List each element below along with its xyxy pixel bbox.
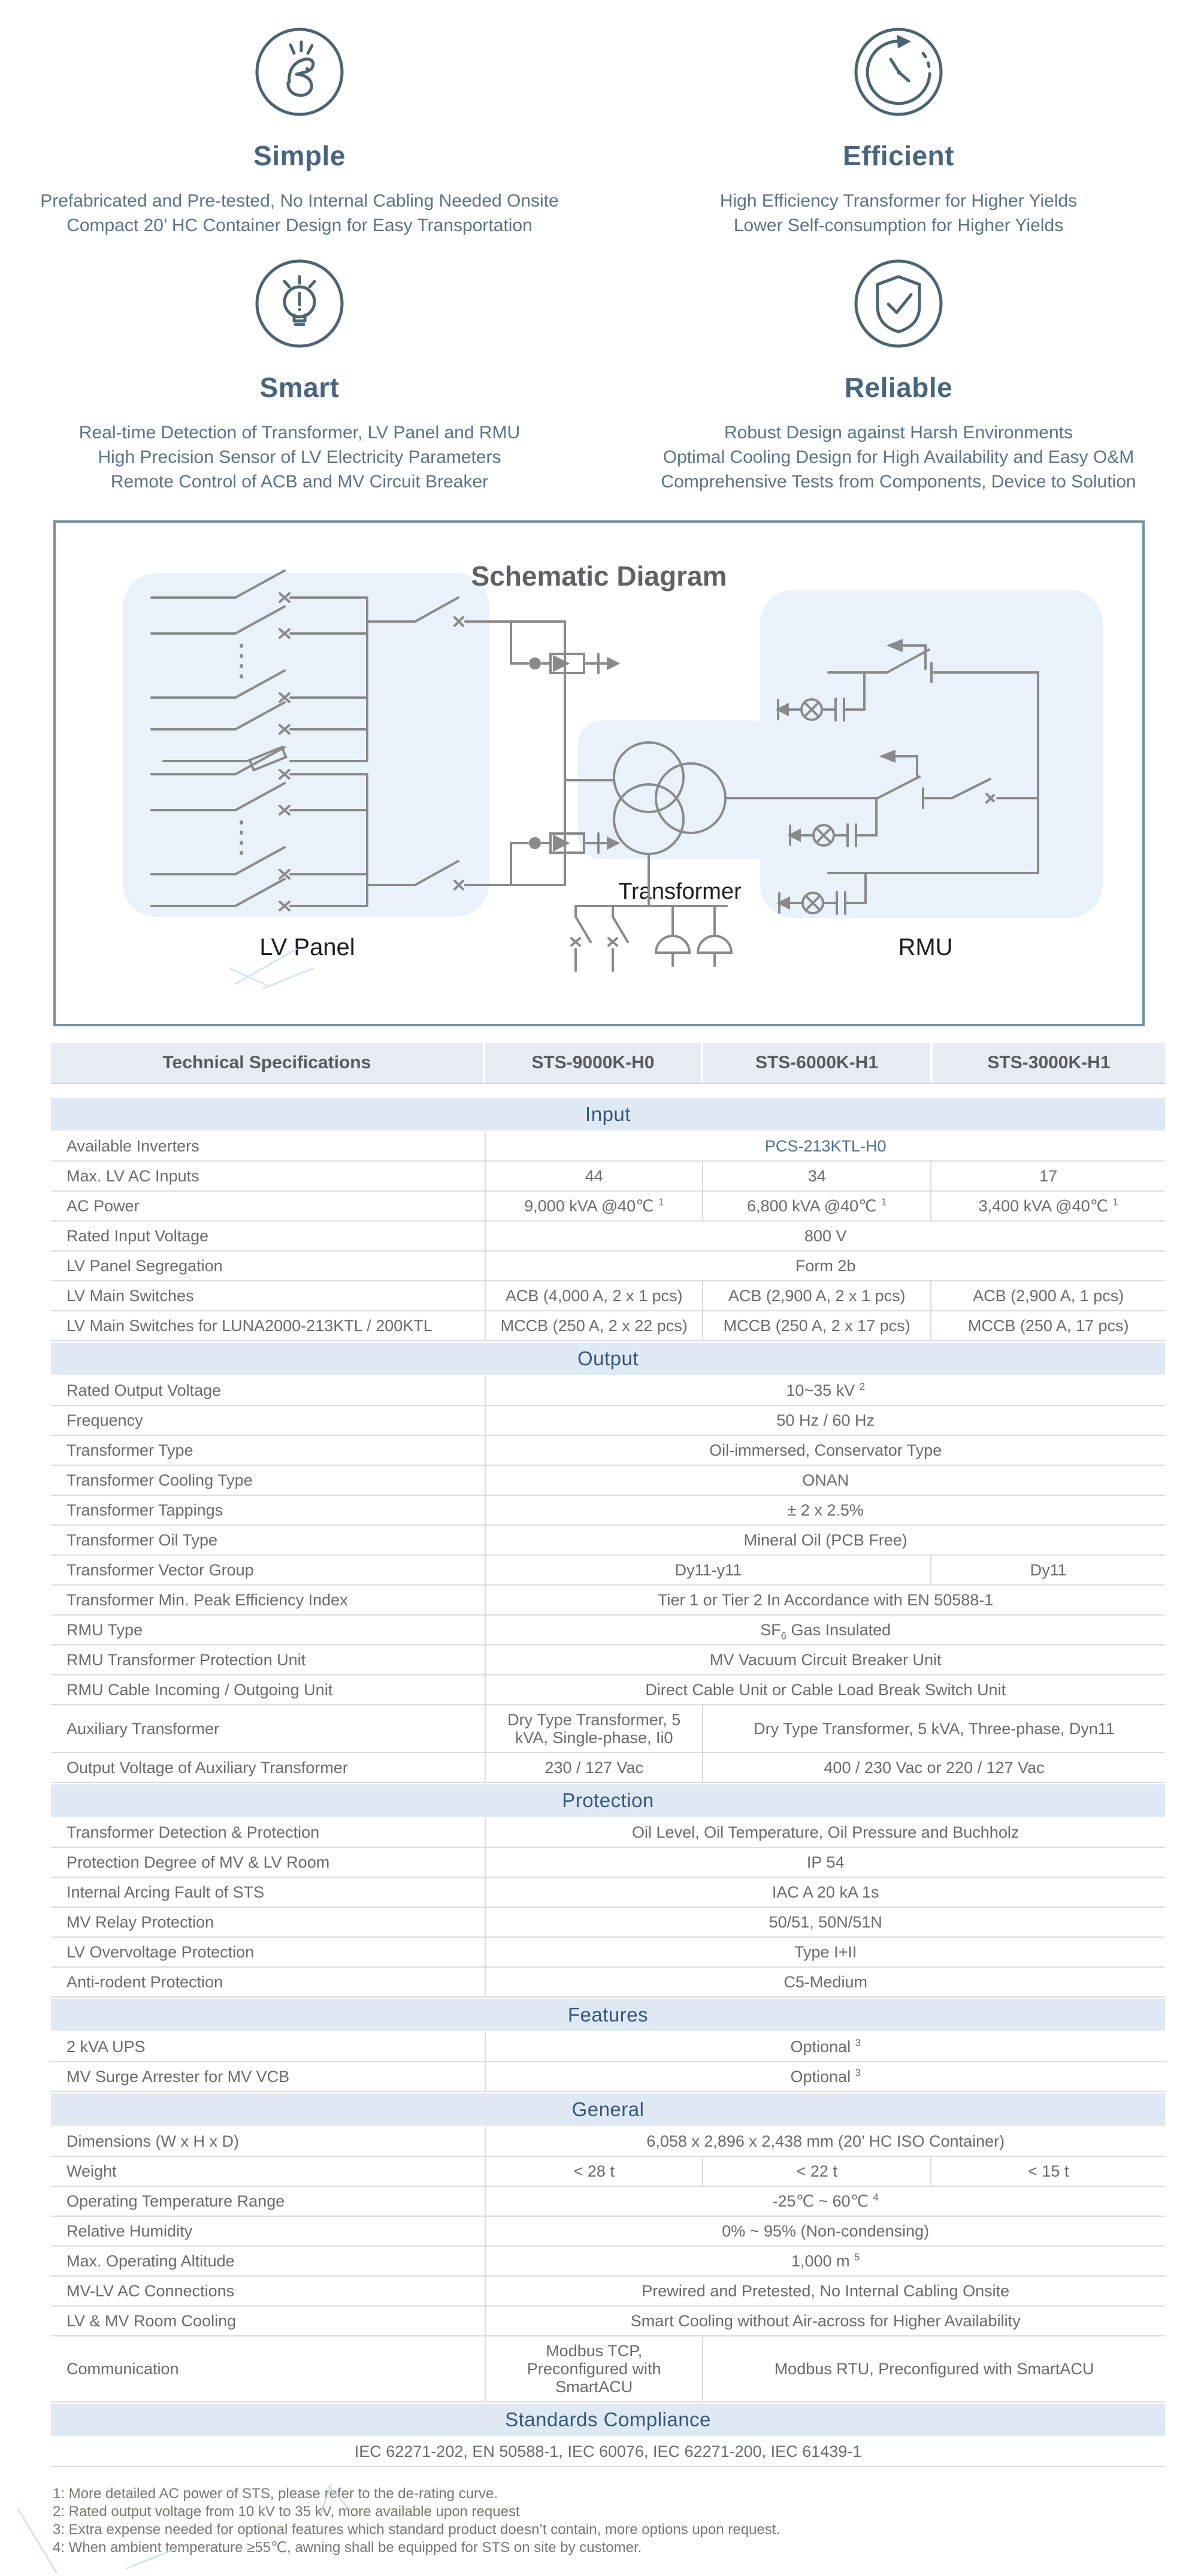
spec-value: 230 / 127 Vac (485, 1753, 703, 1783)
spec-label: Dimensions (W x H x D) (51, 2127, 485, 2156)
spec-value: Modbus TCP, Preconfigured with SmartACU (485, 2336, 703, 2402)
feature-smart (0, 254, 599, 520)
footnotes (51, 2485, 1165, 2557)
spec-row (51, 2306, 1165, 2336)
spec-header-model-sts-3000k-h1: STS-3000K-H1 (930, 1043, 1165, 1083)
spec-value: IP 54 (485, 1847, 1165, 1877)
spec-row (51, 1615, 1165, 1645)
feature-efficient (599, 0, 1198, 254)
spec-value: MV Vacuum Circuit Breaker Unit (485, 1645, 1165, 1675)
rmu-zone (760, 590, 1103, 918)
spec-row (51, 2437, 1165, 2466)
spec-row (51, 1967, 1165, 1997)
spec-table-sections (51, 1098, 1165, 2467)
spec-row (51, 1645, 1165, 1675)
spec-label: Transformer Oil Type (51, 1525, 485, 1555)
spec-row (51, 1585, 1165, 1615)
spec-label: LV Main Switches for LUNA2000-213KTL / 200KTL (51, 1311, 485, 1341)
spec-label: Transformer Type (51, 1435, 485, 1465)
spec-label: LV & MV Room Cooling (51, 2306, 485, 2336)
feature-reliable (599, 254, 1198, 520)
spec-label: Transformer Tappings (51, 1495, 485, 1525)
spec-row (51, 1847, 1165, 1877)
spec-label: MV Relay Protection (51, 1907, 485, 1937)
spec-value: 1,000 m $^5$ (485, 2246, 1165, 2276)
feature-description-line: Lower Self-consumption for Higher Yields (733, 216, 1064, 235)
feature-description (0, 189, 599, 238)
spec-value: 400 / 230 Vac or 220 / 127 Vac (703, 1753, 1165, 1783)
spec-row (51, 2336, 1165, 2402)
spec-value: 10~35 kV $^2$ (485, 1376, 1165, 1405)
spec-row (51, 2062, 1165, 2092)
spec-value: Tier 1 or Tier 2 In Accordance with EN 50588-1 (485, 1585, 1165, 1615)
feature-simple (0, 0, 599, 254)
spec-label: LV Main Switches (51, 1281, 485, 1311)
spec-value: 0% ~ 95% (Non-condensing) (485, 2216, 1165, 2246)
section-table-input (51, 1132, 1165, 1341)
spec-label: MV-LV AC Connections (51, 2276, 485, 2306)
smart-bulb-icon (255, 259, 344, 348)
section-table-features (51, 2032, 1165, 2092)
spec-label: Operating Temperature Range (51, 2186, 485, 2216)
spec-label: RMU Transformer Protection Unit (51, 1645, 485, 1675)
feature-description-line: Prefabricated and Pre-tested, No Internal Cabling Needed Onsite (40, 191, 559, 211)
spec-row (51, 1877, 1165, 1907)
spec-row (51, 1675, 1165, 1705)
spec-row (51, 1818, 1165, 1847)
spec-label: AC Power (51, 1191, 485, 1221)
feature-description-line: High Efficiency Transformer for Higher Yields (719, 191, 1078, 211)
spec-row (51, 1937, 1165, 1967)
feature-description-line: Remote Control of ACB and MV Circuit Breaker (110, 472, 489, 492)
feature-description-line: Compact 20’ HC Container Design for Easy Transportation (66, 216, 533, 235)
efficiency-clock-icon (854, 27, 943, 117)
spec-value: Prewired and Pretested, No Internal Cabling Onsite (485, 2276, 1165, 2306)
spec-label: MV Surge Arrester for MV VCB (51, 2062, 485, 2092)
spec-row (51, 1281, 1165, 1311)
spec-value: MCCB (250 A, 17 pcs) (931, 1311, 1165, 1341)
spec-value: -25℃ ~ 60℃ $^4$ (485, 2186, 1165, 2216)
spec-value: Smart Cooling without Air-across for Higher Availability (485, 2306, 1165, 2336)
section-bar-standards-compliance: Standards Compliance (51, 2404, 1165, 2436)
spec-label: Internal Arcing Fault of STS (51, 1877, 485, 1907)
aux-outgoing-feeders (571, 854, 731, 971)
spec-label: RMU Cable Incoming / Outgoing Unit (51, 1675, 485, 1705)
spec-value: 44 (485, 1161, 703, 1191)
spec-value: Optional $^3$ (485, 2062, 1165, 2092)
footnote: 1: More detailed AC power of STS, please refer to the de-rating curve. (53, 2486, 498, 2502)
section-bar-features: Features (51, 1999, 1165, 2031)
feature-title: Reliable (844, 372, 953, 403)
spec-label: Rated Output Voltage (51, 1376, 485, 1405)
spec-value: Dry Type Transformer, 5 kVA, Three-phase, Dyn11 (703, 1705, 1165, 1753)
footnote: 3: Extra expense needed for optional features which standard product doesn’t contain, more options upon request. (53, 2522, 780, 2538)
spec-value: Dy11 (931, 1555, 1165, 1585)
spec-row (51, 1907, 1165, 1937)
spec-row (51, 1132, 1165, 1161)
spec-value: MCCB (250 A, 2 x 22 pcs) (485, 1311, 703, 1341)
spec-label: Transformer Detection & Protection (51, 1818, 485, 1847)
spec-row (51, 1465, 1165, 1495)
spec-row (51, 1525, 1165, 1555)
spec-row (51, 1311, 1165, 1341)
spec-value: < 22 t (703, 2156, 931, 2186)
spec-value: ± 2 x 2.5% (485, 1495, 1165, 1525)
footnote: 2: Rated output voltage from 10 kV to 35 kV, more available upon request (53, 2504, 520, 2520)
footnote: 4: When ambient temperature ≥55℃, awning shall be equipped for STS on site by customer. (53, 2539, 642, 2556)
feature-description-line: Robust Design against Harsh Environments (724, 423, 1073, 443)
spec-value: ACB (4,000 A, 2 x 1 pcs) (485, 1281, 703, 1311)
spec-value: 9,000 kVA @40℃ $^1$ (485, 1191, 703, 1221)
schematic-diagram-panel (53, 520, 1145, 1026)
spec-header-model-sts-6000k-h1: STS-6000K-H1 (701, 1043, 930, 1083)
spec-label: Available Inverters (51, 1132, 485, 1161)
spec-label: Transformer Min. Peak Efficiency Index (51, 1585, 485, 1615)
spec-value: Oil Level, Oil Temperature, Oil Pressure and Buchholz (485, 1818, 1165, 1847)
spec-value: ONAN (485, 1465, 1165, 1495)
feature-description-line: Optimal Cooling Design for High Availability and Easy O&M (662, 447, 1135, 467)
spec-label: RMU Type (51, 1615, 485, 1645)
spec-label: Communication (51, 2336, 485, 2402)
section-bar-general: General (51, 2093, 1165, 2126)
spec-value: C5-Medium (485, 1967, 1165, 1997)
spec-label: LV Panel Segregation (51, 1251, 485, 1281)
spec-value: Oil-immersed, Conservator Type (485, 1435, 1165, 1465)
spec-value: Dy11-y11 (485, 1555, 931, 1585)
feature-highlights (0, 0, 1198, 520)
spec-row (51, 1161, 1165, 1191)
spec-value: < 28 t (485, 2156, 703, 2186)
spec-value: ACB (2,900 A, 2 x 1 pcs) (703, 1281, 931, 1311)
spec-label: Protection Degree of MV & LV Room (51, 1847, 485, 1877)
spec-label: Relative Humidity (51, 2216, 485, 2246)
feature-description-line: High Precision Sensor of LV Electricity Parameters (98, 447, 501, 467)
spec-value: Optional $^3$ (485, 2032, 1165, 2062)
spec-row (51, 2276, 1165, 2306)
spec-row (51, 2032, 1165, 2062)
feature-description-line: Real-time Detection of Transformer, LV Panel and RMU (78, 423, 521, 443)
spec-header-model-sts-9000k-h0: STS-9000K-H0 (483, 1043, 701, 1083)
spec-row (51, 2186, 1165, 2216)
spec-row (51, 1555, 1165, 1585)
spec-header-title: Technical Specifications (51, 1043, 483, 1083)
spec-value: PCS-213KTL-H0 (485, 1132, 1165, 1161)
spec-value: 34 (703, 1161, 931, 1191)
schematic-title: Schematic Diagram (471, 560, 727, 592)
spec-label: 2 kVA UPS (51, 2032, 485, 2062)
spec-value: Type I+II (485, 1937, 1165, 1967)
spec-value: 6,058 x 2,896 x 2,438 mm (20’ HC ISO Container) (485, 2127, 1165, 2156)
feature-description (599, 420, 1198, 494)
spec-value: Direct Cable Unit or Cable Load Break Switch Unit (485, 1675, 1165, 1705)
feature-title: Simple (253, 140, 346, 171)
spec-label: Anti-rodent Protection (51, 1967, 485, 1997)
spec-row (51, 1705, 1165, 1753)
spec-value: ACB (2,900 A, 1 pcs) (931, 1281, 1165, 1311)
spec-label: Frequency (51, 1405, 485, 1435)
spec-label: Auxiliary Transformer (51, 1705, 485, 1753)
spec-row (51, 2246, 1165, 2276)
section-table-protection (51, 1818, 1165, 1998)
spec-row (51, 1753, 1165, 1783)
spec-value: < 15 t (931, 2156, 1165, 2186)
schematic-drawing (56, 523, 1142, 1024)
spec-value: Modbus RTU, Preconfigured with SmartACU (703, 2336, 1165, 2402)
section-bar-protection: Protection (51, 1784, 1165, 1817)
spec-row (51, 1376, 1165, 1405)
feature-description (599, 189, 1198, 238)
spec-row (51, 1251, 1165, 1281)
spec-value: 50 Hz / 60 Hz (485, 1405, 1165, 1435)
spec-row (51, 1405, 1165, 1435)
spec-row (51, 1221, 1165, 1251)
technical-specifications-table (51, 1043, 1165, 2557)
section-bar-input: Input (51, 1098, 1165, 1131)
spec-label: Max. Operating Altitude (51, 2246, 485, 2276)
snap-fingers-icon (255, 27, 344, 117)
spec-label: Weight (51, 2156, 485, 2186)
feature-title: Smart (259, 372, 340, 403)
spec-row (51, 2216, 1165, 2246)
spec-label: Transformer Vector Group (51, 1555, 485, 1585)
section-table-general (51, 2127, 1165, 2402)
spec-value: Form 2b (485, 1251, 1165, 1281)
lv-panel-zone (123, 573, 489, 917)
spec-label: Transformer Cooling Type (51, 1465, 485, 1495)
rmu-label: RMU (898, 934, 953, 960)
spec-value: Dry Type Transformer, 5 kVA, Single-phase, Ii0 (485, 1705, 703, 1753)
shield-check-icon (854, 259, 943, 348)
spec-row (51, 1435, 1165, 1465)
spec-value: $SF_6$ Gas Insulated (485, 1615, 1165, 1645)
spec-row (51, 2156, 1165, 2186)
spec-table-header (51, 1043, 1165, 1084)
section-table-output (51, 1376, 1165, 1783)
lv-panel-label: LV Panel (259, 934, 355, 960)
feature-description-line: Comprehensive Tests from Components, Device to Solution (661, 472, 1136, 492)
section-table-standards-compliance (51, 2437, 1165, 2467)
spec-value: 50/51, 50N/51N (485, 1907, 1165, 1937)
spec-row (51, 1191, 1165, 1221)
feature-title: Efficient (843, 140, 954, 171)
spec-label: Output Voltage of Auxiliary Transformer (51, 1753, 485, 1783)
spec-row (51, 1495, 1165, 1525)
spec-value: 800 V (485, 1221, 1165, 1251)
spec-value: 3,400 kVA @40℃ $^1$ (931, 1191, 1165, 1221)
spec-row (51, 2127, 1165, 2156)
spec-label: Rated Input Voltage (51, 1221, 485, 1251)
spec-value: 6,800 kVA @40℃ $^1$ (703, 1191, 931, 1221)
section-bar-output: Output (51, 1342, 1165, 1375)
spec-value: MCCB (250 A, 2 x 17 pcs) (703, 1311, 931, 1341)
spec-value: Mineral Oil (PCB Free) (485, 1525, 1165, 1555)
spec-value: IEC 62271-202, EN 50588-1, IEC 60076, IEC 62271-200, IEC 61439-1 (51, 2437, 1165, 2466)
spec-value: 17 (931, 1161, 1165, 1191)
feature-description (0, 420, 599, 494)
spec-label: Max. LV AC Inputs (51, 1161, 485, 1191)
transformer-label: Transformer (618, 879, 742, 904)
spec-value: IAC A 20 kA 1s (485, 1877, 1165, 1907)
spec-label: LV Overvoltage Protection (51, 1937, 485, 1967)
